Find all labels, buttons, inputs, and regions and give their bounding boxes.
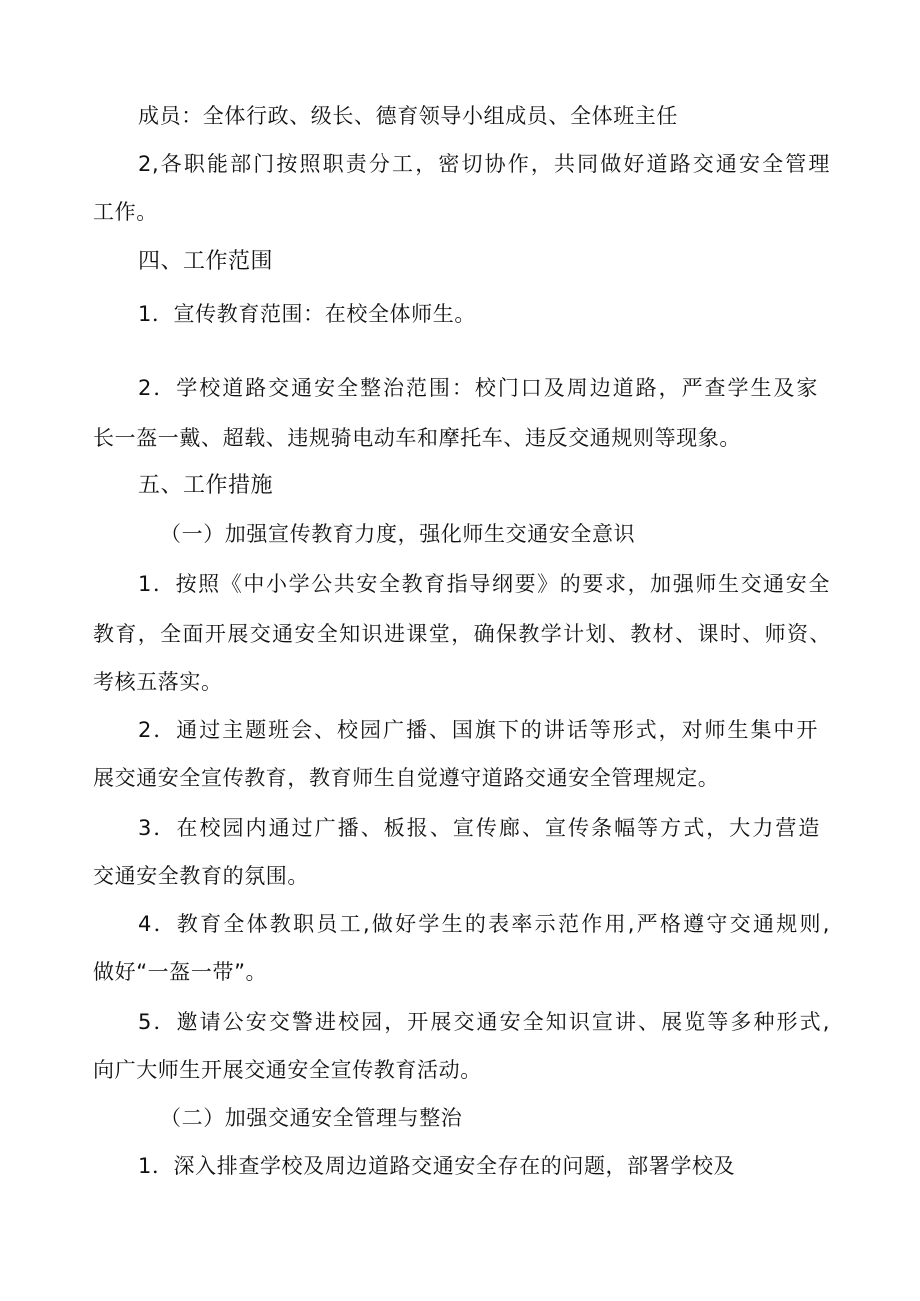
section-heading-scope: 四、工作范围: [138, 249, 274, 274]
paragraph-members: 成员：全体行政、级长、德育领导小组成员、全体班主任: [138, 104, 678, 128]
measure-2-line-1: 2．通过主题班会、校园广播、国旗下的讲话等形式，对师生集中开: [138, 718, 818, 742]
management-item-1-line-1: 1．深入排查学校及周边道路交通安全存在的问题，部署学校及: [138, 1154, 736, 1178]
measure-3-line-2: 交通安全教育的氛围。: [93, 864, 309, 888]
measure-1-line-1: 1．按照《中小学公共安全教育指导纲要》的要求，加强师生交通安全: [138, 572, 830, 596]
measure-1-line-3: 考核五落实。: [93, 670, 223, 694]
paragraph-2-line-2: 工作。: [93, 200, 158, 224]
measure-5-line-1: 5．邀请公安交警进校园，开展交通安全知识宣讲、展览等多种形式,: [138, 1010, 830, 1034]
scope-item-1: 1．宣传教育范围：在校全体师生。: [138, 302, 476, 326]
scope-item-2-line-1: 2．学校道路交通安全整治范围：校门口及周边道路，严查学生及家: [138, 376, 818, 400]
measure-4-line-2: 做好“一盔一带”。: [93, 960, 268, 984]
scope-item-2-line-2: 长一盔一戴、超载、违规骑电动车和摩托车、违反交通规则等现象。: [93, 426, 741, 450]
subsection-heading-1: （一）加强宣传教育力度，强化师生交通安全意识: [160, 522, 636, 546]
measure-4-line-1: 4．教育全体教职员工,做好学生的表率示范作用,严格遵守交通规则,: [138, 912, 830, 936]
measure-3-line-1: 3．在校园内通过广播、板报、宣传廊、宣传条幅等方式，大力营造: [138, 816, 820, 840]
subsection-heading-2: （二）加强交通安全管理与整治: [160, 1106, 463, 1130]
measure-1-line-2: 教育，全面开展交通安全知识进课堂，确保教学计划、教材、课时、师资、: [93, 622, 831, 646]
measure-5-line-2: 向广大师生开展交通安全宣传教育活动。: [93, 1058, 482, 1082]
measure-2-line-2: 展交通安全宣传教育，教育师生自觉遵守道路交通安全管理规定。: [93, 766, 720, 790]
paragraph-2-line-1: 2,各职能部门按照职责分工，密切协作，共同做好道路交通安全管理: [138, 152, 830, 176]
section-heading-measures: 五、工作措施: [138, 473, 274, 498]
